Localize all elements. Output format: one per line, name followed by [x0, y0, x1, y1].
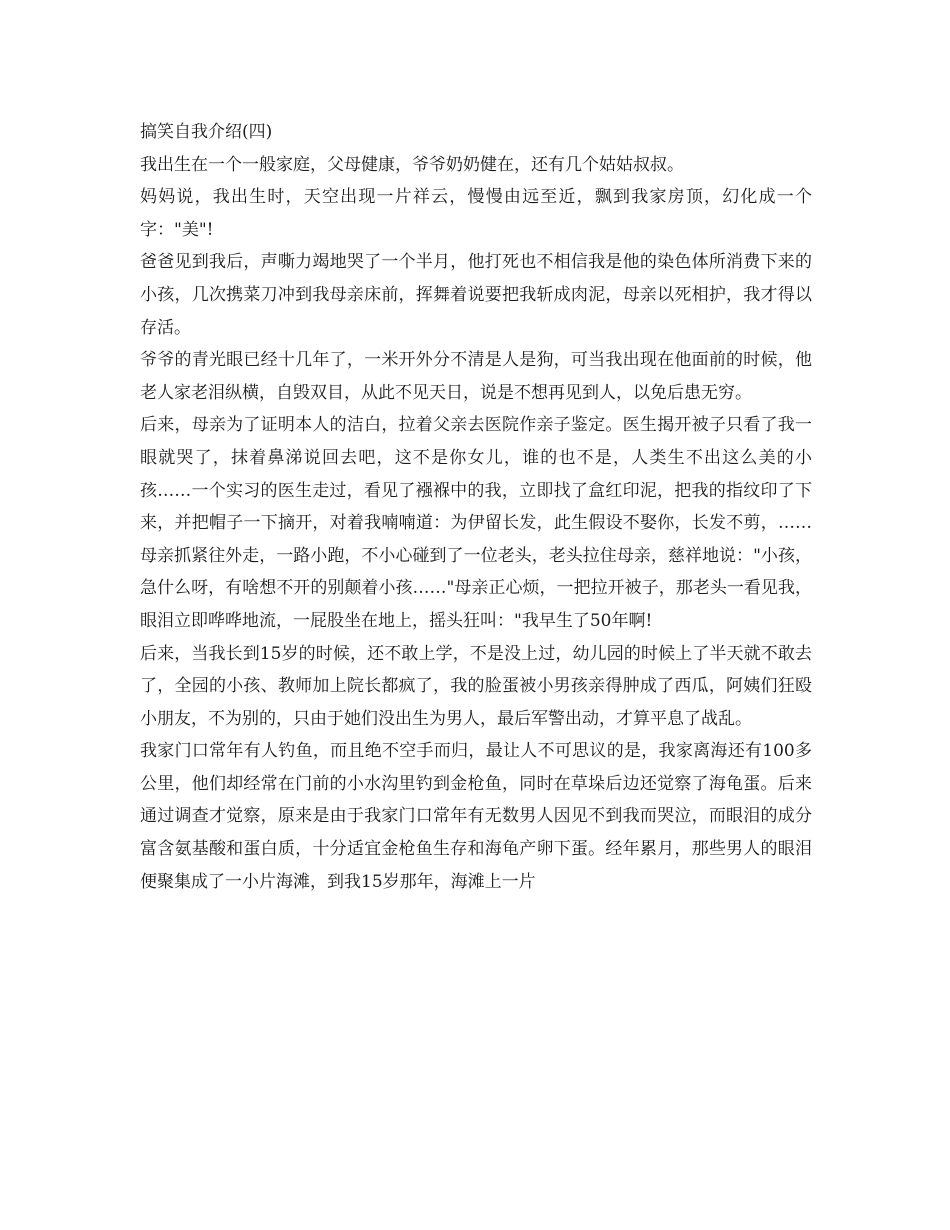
document-title: 搞笑自我介绍(四)	[140, 122, 273, 142]
paragraph-3: 爸爸见到我后，声嘶力竭地哭了一个半月，他打死也不相信我是他的染色体所消费下来的小孩，几次携菜刀冲到我母亲床前，挥舞着说要把我斩成肉泥，母亲以死相护，我才得以存活。	[140, 252, 812, 338]
paragraph-7: 我家门口常年有人钓鱼，而且绝不空手而归，最让人不可思议的是，我家离海还有100多公里，他们却经常在门前的小水沟里钓到金枪鱼，同时在草垛后边还觉察了海龟蛋。后来通过调查才觉察，原来是由于我家门口常年有无数男人因见不到我而哭泣，而眼泪的成分富含氨基酸和蛋白质，十分适宜金枪鱼生存和海龟产卵下蛋。经年累月，那些男人的眼泪便聚集成了一小片海滩，到我15岁那年，海滩上一片	[140, 741, 812, 892]
paragraph-4: 爷爷的青光眼已经十几年了，一米开外分不清是人是狗，可当我出现在他面前的时候，他老人家老泪纵横，自毁双目，从此不见天日，说是不想再见到人，以免后患无穷。	[140, 350, 812, 403]
paragraph-1: 我出生在一个一般家庭，父母健康，爷爷奶奶健在，还有几个姑姑叔叔。	[140, 154, 684, 175]
paragraph-2: 妈妈说，我出生时，天空出现一片祥云，慢慢由远至近，飘到我家房顶，幻化成一个字："美"!	[140, 187, 812, 240]
paragraph-5: 后来，母亲为了证明本人的洁白，拉着父亲去医院作亲子鉴定。医生揭开被子只看了我一眼就哭了，抹着鼻涕说回去吧，这不是你女儿，谁的也不是，人类生不出这么美的小孩……一个实习的医生走过，看见了襁褓中的我，立即找了盒红印泥，把我的指纹印了下来，并把帽子一下摘开，对着我喃喃道：为伊留长发，此生假设不娶你，长发不剪，……母亲抓紧往外走，一路小跑，不小心碰到了一位老头，老头拉住母亲，慈祥地说："小孩，急什么呀，有啥想不开的别颠着小孩……"母亲正心烦，一把拉开被子，那老头一看见我，眼泪立即哗哗地流，一屁股坐在地上，摇头狂叫："我早生了50年啊!	[140, 415, 812, 631]
document-body	[140, 116, 812, 898]
paragraph-6: 后来，当我长到15岁的时候，还不敢上学，不是没上过，幼儿园的时候上了半天就不敢去了，全园的小孩、教师加上院长都疯了，我的脸蛋被小男孩亲得肿成了西瓜，阿姨们狂殴小朋友，不为别的，只由于她们没出生为男人，最后军警出动，才算平息了战乱。	[140, 643, 812, 729]
